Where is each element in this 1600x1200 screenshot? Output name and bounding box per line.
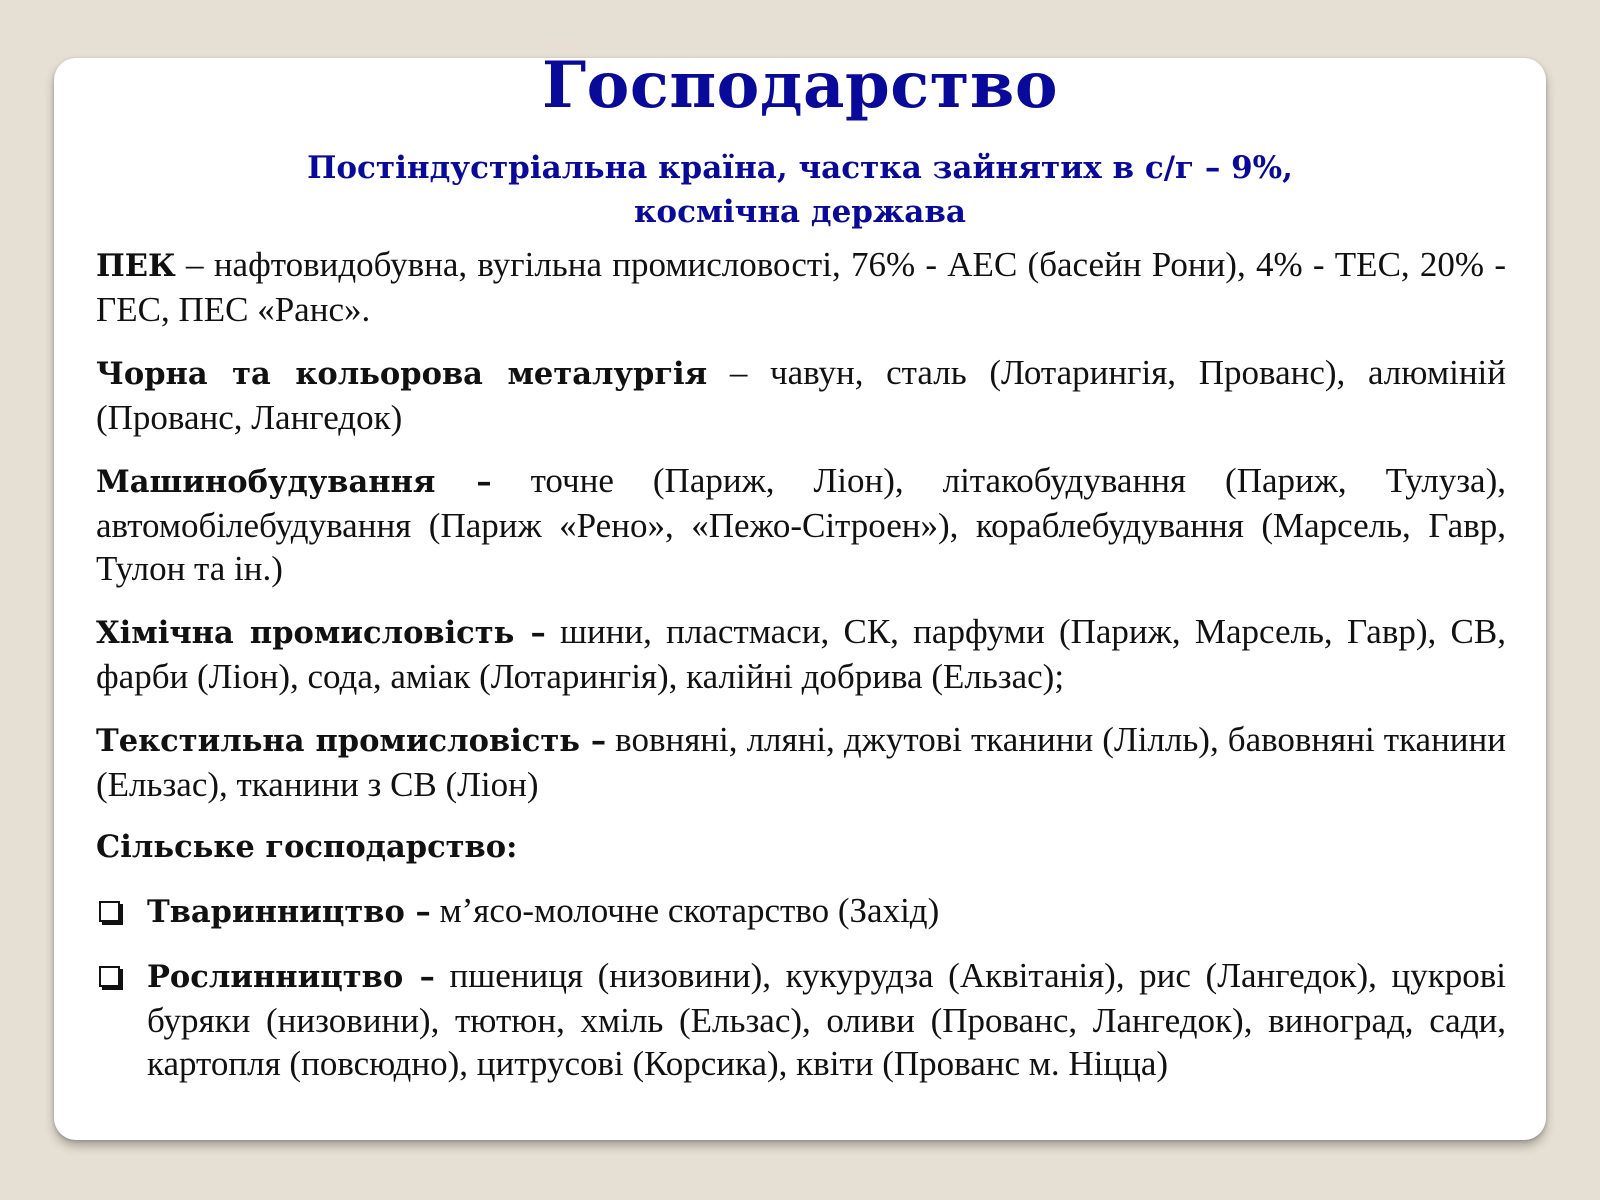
- paragraph-energy: [96, 243, 1506, 331]
- paragraph-text: – чавун, сталь (Лотарингія, Прованс), алюміній (Прованс, Лангедок): [96, 353, 1507, 437]
- paragraph-term: Текстильна промисловість –: [96, 723, 607, 759]
- paragraph-chemical: [96, 610, 1506, 698]
- paragraph-term: Хімічна промисловість –: [96, 615, 546, 651]
- list-item-livestock: [96, 889, 1506, 934]
- bullet-text: м’ясо-молочне скотарство (Захід): [430, 891, 940, 930]
- page-title: Господарство: [541, 48, 1059, 123]
- page-subtitle: Постіндустріальна країна, частка зайнятих в с/г – 9%, космічна держава: [307, 150, 1293, 230]
- paragraph-text: вовняні, лляні, джутові тканини (Лілль), бавовняні тканини (Ельзас), тканини з СВ (Ліон): [96, 720, 1506, 804]
- paragraph-term: Чорна та кольорова металургія: [96, 356, 708, 392]
- agriculture-heading: Сільське господарство:: [96, 829, 518, 865]
- paragraph-metallurgy: [96, 351, 1506, 439]
- paragraph-term: ПЕК: [96, 248, 176, 284]
- paragraph-machinery: [96, 459, 1506, 590]
- slide-content: [96, 243, 1506, 1105]
- paragraph-text: – нафтовидобувна, вугільна промисловості, 76% - АЕС (басейн Рони), 4% - ТЕС, 20% - ГЕС, ПЕС «Ранс».: [96, 245, 1506, 329]
- paragraph-text: шини, пластмаси, СК, парфуми (Париж, Марсель, Гавр), СВ, фарби (Ліон), сода, аміак (Лотарингія), калійні добрива (Ельзас);: [96, 612, 1506, 696]
- checkbox-bullet-icon: [99, 966, 120, 987]
- bullet-text: пшениця (низовини), кукурудза (Аквітанія), рис (Лангедок), цукрові буряки (низовини), тютюн, хміль (Ельзас), оливи (Прованс, Лангедок), виноград, сади, картопля (повсюдно), цитрусові (Корсика), квіти (Прованс м. Ніцца): [147, 956, 1506, 1083]
- list-item-crops: [96, 954, 1506, 1085]
- checkbox-bullet-icon: [99, 901, 120, 922]
- bullet-term: Рослинництво –: [147, 959, 435, 995]
- paragraph-term: Машинобудування –: [96, 464, 492, 500]
- bullet-term: Тваринництво –: [147, 894, 431, 930]
- paragraph-textile: [96, 718, 1506, 806]
- paragraph-text: точне (Париж, Ліон), літакобудування (Париж, Тулуза), автомобілебудування (Париж «Рено», «Пежо-Сітроен»), кораблебудування (Марсель, Гавр, Тулон та ін.): [96, 461, 1506, 588]
